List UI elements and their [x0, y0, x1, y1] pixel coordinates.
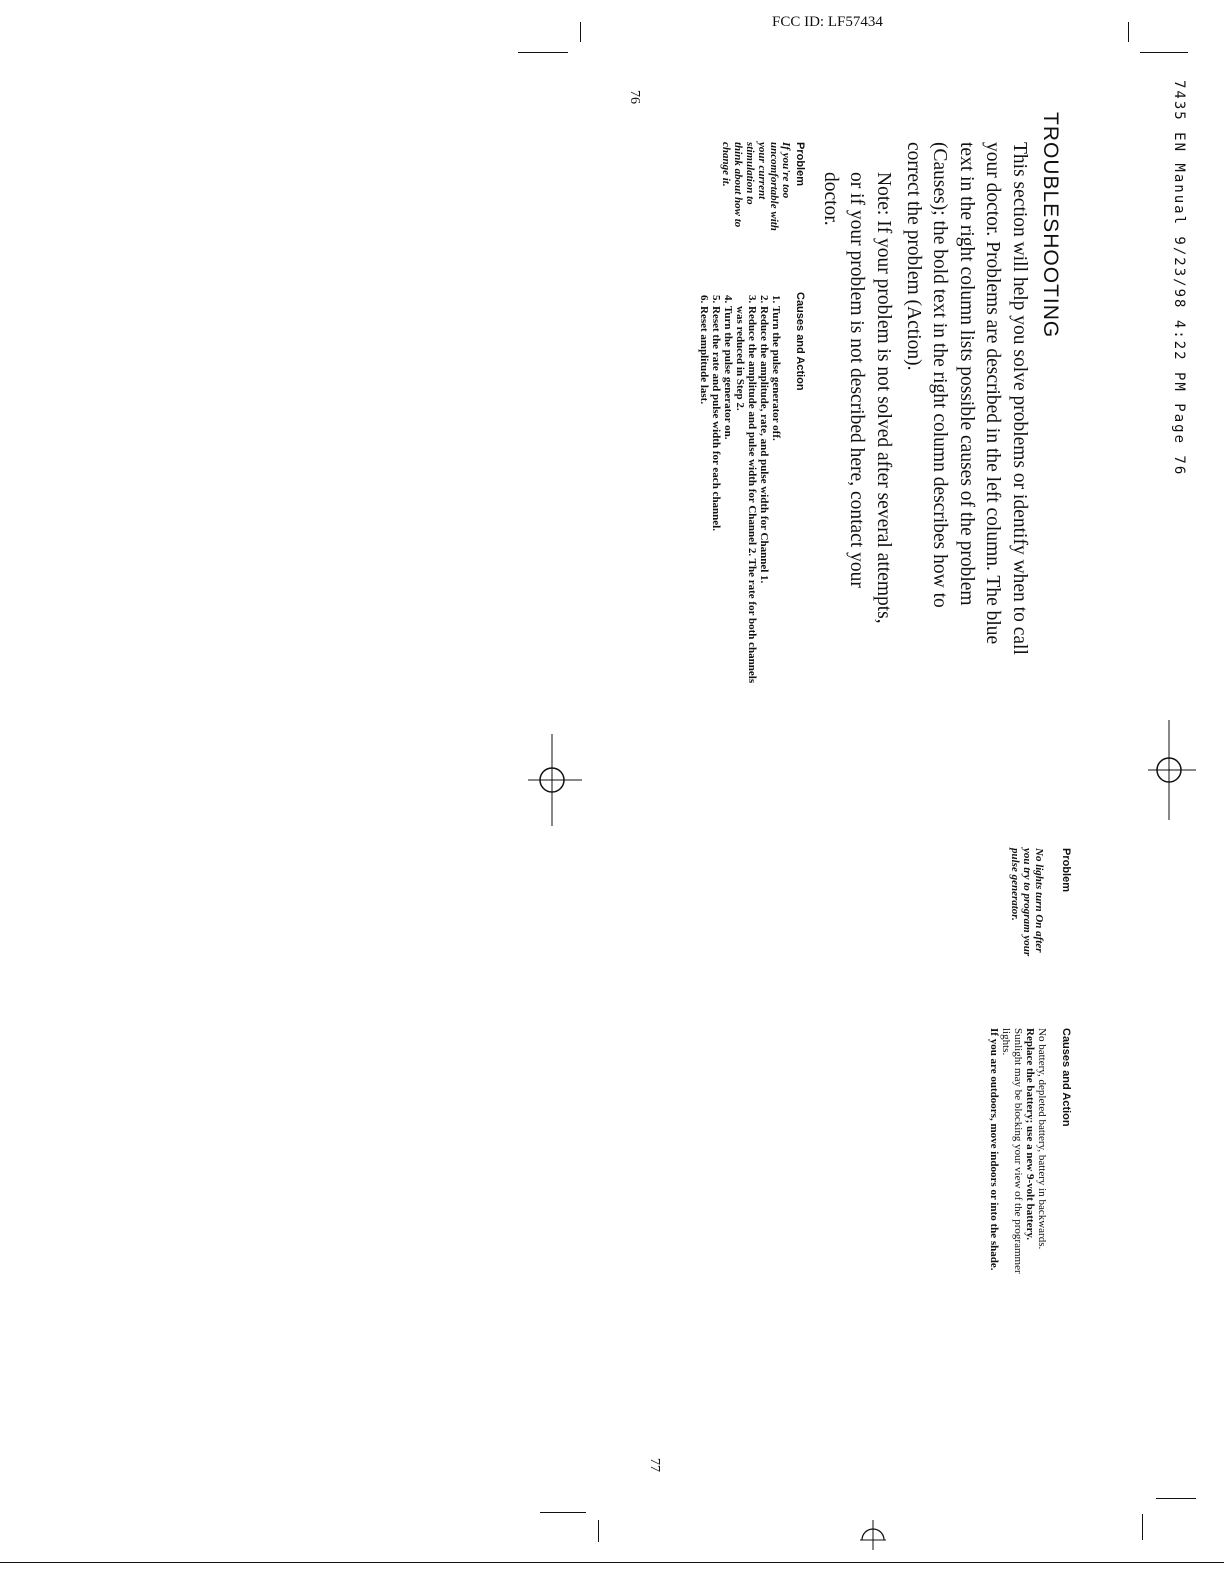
- problem-line: stimulation to: [744, 142, 756, 205]
- causes-column-header: Causes and Action: [1060, 1028, 1072, 1127]
- intro-line: correct the problem (Action).: [903, 142, 924, 371]
- problem-line: pulse generator.: [1009, 848, 1021, 921]
- cause-text: Sunlight may be blocking your view of the programmer: [1012, 1028, 1024, 1274]
- step-item: 6. Reset amplitude last.: [698, 306, 710, 692]
- problem-line: change it.: [720, 142, 732, 187]
- crop-mark: [1140, 52, 1188, 53]
- registration-target-icon: [858, 1514, 888, 1554]
- intro-line: This section will help you solve problems or identify when to call: [1009, 142, 1030, 655]
- problem-line: your current: [756, 142, 768, 200]
- page-number-76: 76: [627, 90, 642, 104]
- crop-mark: [598, 1520, 599, 1542]
- action-steps: [698, 292, 782, 692]
- steps-list: [698, 292, 782, 692]
- fcc-id: FCC ID: LF57434: [772, 14, 883, 30]
- problem-line: No lights turn On after: [1033, 848, 1045, 953]
- note-line: Note: If your problem is not solved after several attempts,: [873, 172, 894, 624]
- action-text: If you are outdoors, move indoors or into the shade.: [988, 1028, 1000, 1271]
- page-edge-line: [0, 1562, 1224, 1563]
- causes-and-actions: [988, 1028, 1048, 1408]
- note-paragraph: [817, 172, 897, 702]
- problem-line: If you're too: [780, 142, 792, 199]
- step-item: 1. Turn the pulse generator off.: [770, 306, 782, 692]
- step-item: 5. Reset the rate and pulse width for each channel.: [710, 306, 722, 692]
- step-item: 4. Turn the pulse generator on.: [722, 306, 734, 692]
- intro-line: your doctor. Problems are described in the left column. The blue: [982, 142, 1004, 645]
- problem-line: you try to program your: [1021, 848, 1033, 957]
- cause-text: No battery, depleted battery, battery in backwards.: [1036, 1028, 1048, 1250]
- note-line: doctor.: [820, 172, 841, 226]
- causes-column-header: Causes and Action: [794, 292, 806, 391]
- intro-paragraph: [900, 142, 1033, 702]
- problem-line: uncomfortable with: [768, 142, 780, 231]
- page-title: TROUBLESHOOTING: [1039, 112, 1062, 339]
- page-number-77: 77: [647, 1458, 662, 1472]
- problem-column-header: Problem: [794, 142, 806, 187]
- registration-target-icon: [520, 730, 590, 830]
- step-item: 3. Reduce the amplitude and pulse width for Channel 2. The rate for both channels was reduced in Step 2.: [734, 306, 758, 692]
- registration-target-icon: [1136, 720, 1206, 820]
- note-line: or if your problem is not described here, contact your: [846, 172, 868, 588]
- crop-mark: [540, 1512, 586, 1513]
- cause-text: lights.: [1000, 1028, 1012, 1056]
- problem-description: [1009, 848, 1045, 988]
- intro-line: text in the right column lists possible causes of the problem: [956, 142, 977, 606]
- crop-mark: [580, 22, 581, 42]
- action-text: Replace the battery; use a new 9-volt battery.: [1024, 1028, 1036, 1241]
- crop-mark: [1156, 1498, 1196, 1499]
- intro-line: (Causes); the bold text in the right column describes how to: [929, 142, 951, 608]
- print-slug: 7435 EN Manual 9/23/98 4:22 PM Page 76: [1171, 80, 1187, 477]
- problem-line: think about how to: [732, 142, 744, 228]
- crop-mark: [1142, 1514, 1143, 1540]
- problem-column-header: Problem: [1060, 848, 1072, 893]
- crop-mark: [1128, 22, 1129, 42]
- step-item: 2. Reduce the amplitude, rate, and pulse width for Channel 1.: [758, 306, 770, 692]
- crop-mark: [518, 52, 568, 53]
